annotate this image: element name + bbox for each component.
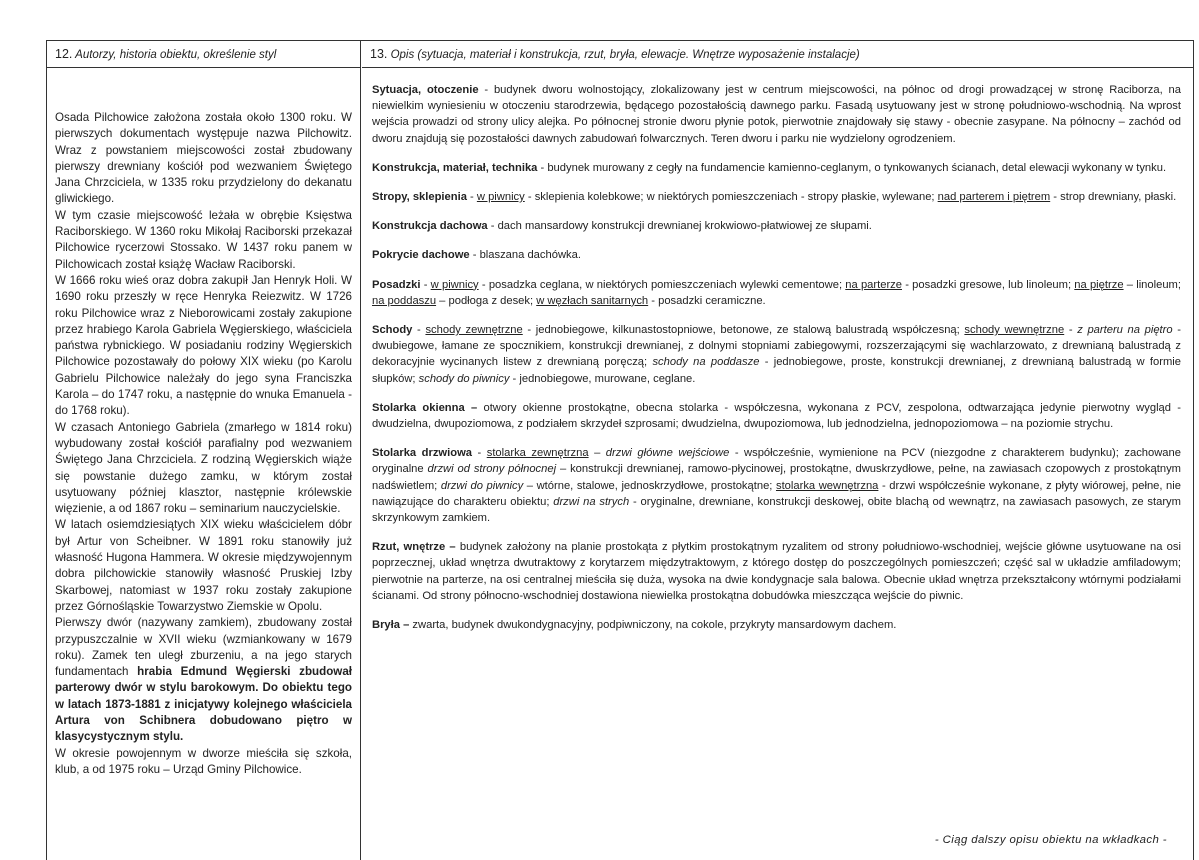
section-text: – podłoga z desek; [436,294,537,307]
italic-term: schody do piwnicy [418,372,510,385]
section-text: - budynek dworu wolnostojący, zlokalizowany jest w centrum miejscowości, na północ od drogi prowadzącej w stronę Raciborza, na niewielkim wyniesieniu w otoczeniu starodrzewia, będącego pozostałością dawnego parku. Fasadą usytuowany jest w stronę południowo-wschodnią. Na wprost wejścia prowadzi od strony ulicy alejka. Po północnej stronie dworu płynie potok, pierwotnie znajdowały się stawy - obecnie zasypane. Na północny – zachód od dworu znajdują się pozostałości dawnych zabudowań folwarcznych. Teren dworu i parku nie wydzielony ogrodzeniem. [372,84,1181,145]
continuation-note: - Ciąg dalszy opisu obiektu na wkładkach - [934,834,1167,846]
form-sheet [46,40,1194,860]
history-text-plain: Pierwszy dwór (nazywany zamkiem), zbudowany został przypuszczalnie w XVII wieku (wzmiankowany w 1679 roku). Zamek ten uległ zburzeniu, a na jego starych fundamentach [55,616,352,679]
section-text: - jednobiegowe, murowane, ceglane. [509,372,696,385]
underlined-term: na poddaszu [372,294,437,307]
section-title: Pokrycie dachowe [372,249,470,262]
section-title: Konstrukcja dachowa [372,220,488,233]
section-konstrukcja [372,160,1181,176]
history-paragraph: W tym czasie miejscowość leżała w obrębie Księstwa Raciborskiego. W 1360 roku Mikołaj Raciborski przekazał Pilchowice rycerzowi Stossako. W 1437 roku panem w Pilchowicach został książę Wacław Raciborski. [55,208,352,271]
section-title: Bryła – [372,619,410,632]
section-text: – konstrukcji drewnianej, ramowo-płycinowej, prostokątne, dwuskrzydłowe, pełne, na zawiasach czopowych z prostokątnym nadświetlem; [372,463,1181,492]
underlined-term: na piętrze [1074,278,1124,291]
underlined-term: na parterze [845,278,902,291]
history-text-bold: hrabia Edmund Węgierski zbudował parterowy dwór w stylu barokowym. Do obiektu tego w latach 1873-1881 z inicjatywy kolejnego właściciela Artura von Schibnera dobudowano piętro w klasycystycznym stylu. [55,665,352,744]
history-paragraph: W czasach Antoniego Gabriela (zmarłego w 1814 roku) wybudowany został kościół parafialny pod wezwaniem Świętego Jana Chrzciciela. Z rodziną Węgierskich wiąże się powstanie dużego zamku, w którym został usytuowany później klasztor, następnie królewskie więzienie, a od 1867 roku – seminarium nauczycielskie. [55,420,352,516]
section-text: - współcześnie, wymienione na PCV (niezgodne z charakterem budynku); zachowane oryginalne [372,447,1181,476]
section-12-title: Autorzy, historia obiektu, określenie styl [75,49,277,61]
history-paragraph: W 1666 roku wieś oraz dobra zakupił Jan Henryk Holi. W 1690 roku przeszły w ręce Henryka Reiezwitz. W 1726 roku Pilchowice wraz z Nieborowicami zostały zakupione przez hrabiego Karola Gabriela Węgierskiego, właściciela państwa rybnickiego. W posiadaniu rodziny Węgierskich Pilchowice pozostawały do połowy XIX wieku (po Karolu Gabrielu Pilchowice należały do jego syna Franciszka Karola – do 1747 roku, a następnie do wnuka Emanuela - do 1768 roku). [55,273,352,418]
section-text: budynek założony na planie prostokąta z płytkim prostokątnym ryzalitem od strony południowo-wschodniej, wejście główne usytuowane na osi poprzecznej, układ wnętrza dwutraktowy z korytarzem międzytraktowym, z którego dostęp do poszczególnych pomieszczeń; część sal w układzie amfiladowym; pierwotnie na parterze, na osi centralnej mieściła się duża, wysoka na dwie kondygnacje sala balowa. Obecnie układ wnętrza przekształcony wtórnymi podziałami ścianami. Od strony północno-wschodniej dostawiona niewielka prostokątna dobudówka mieszcząca wejście do piwnic. [372,541,1181,602]
section-12-number: 12. [55,47,73,61]
section-text: - [466,191,477,204]
italic-term: drzwi od strony północnej [427,463,557,476]
section-text: - [420,278,431,291]
section-sytuacja [372,82,1181,147]
history-text [47,68,360,778]
section-13-number: 13. [370,47,388,61]
history-paragraph: Osada Pilchowice założona została około 1300 roku. W pierwszych dokumentach występuje nazwa Pilchowitz. Wraz z powstaniem miejscowości został zbudowany pierwszy drewniany kościół pod wezwaniem Świętego Jana Chrzciciela, w 1335 roku przydzielony do dekanatu gliwickiego. [55,111,352,206]
section-text: otwory okienne prostokątne, obecna stolarka - współczesna, wykonana z PCV, zespolona, odtwarzająca jedynie pierwotny wygląd - dwudzielna, dwupoziomowa, z podziałem skrzydeł szprosami; dwudzielna, dwupoziomowa, lub jednodzielna, jednopoziomowa – na poziomie strychu. [372,401,1181,431]
section-title: Konstrukcja, materiał, technika [372,161,538,174]
section-12-header [47,41,360,68]
section-text: – wtórne, stalowe, jednoskrzydłowe, prostokątne; [523,479,776,492]
italic-term: schody na poddasze [652,356,760,369]
section-text: - posadzka ceglana, w niektórych pomieszczeniach wylewki cementowe; [478,278,846,291]
section-title: Stropy, sklepienia [372,191,467,204]
section-posadzki [372,277,1181,309]
history-paragraph: W okresie powojennym w dworze mieściła się szkoła, klub, a od 1975 roku – Urząd Gminy Pilchowice. [55,746,352,776]
section-text: zwarta, budynek dwukondygnacyjny, podpiwniczony, na cokole, przykryty mansardowym dachem. [409,619,897,632]
section-title: Sytuacja, otoczenie [372,84,479,96]
section-rzut [372,539,1181,604]
history-paragraph [55,615,352,745]
section-text: - sklepienia kolebkowe; w niektórych pomieszczeniach - stropy płaskie, wylewane; [524,191,938,204]
section-title: Rzut, wnętrze – [372,541,456,554]
underlined-term: stolarka zewnętrzna [486,447,589,460]
section-text: - [472,447,487,460]
underlined-term: stolarka wewnętrzna [775,479,879,492]
section-text: - [1064,324,1078,337]
section-text: - posadzki gresowe, lub linoleum; [902,278,1075,291]
section-text: - strop drewniany, płaski. [1050,191,1177,204]
section-pokrycie [372,247,1181,263]
underlined-term: schody wewnętrzne [964,324,1065,337]
section-dachowa [372,218,1181,234]
section-text: - drzwi współcześnie wykonane, z płyty wiórowej, pełne, nie nawiązujące do charakteru obiektu; [372,479,1181,508]
section-text: - jednobiegowe, proste, konstrukcji drewnianej, z drewnianą balustradą w formie słupków; [372,356,1181,385]
section-schody [372,322,1181,387]
section-stropy [372,189,1181,205]
section-12-column [47,41,361,860]
section-text: - dwubiegowe, łamane ze spocznikiem, konstrukcji drewnianej, z dolnymi stopniami zabiegowymi, rozszerzającymi się wachlarzowato, z drewnianą balustradą z dekoracyjnie wycinanych listew z drewnianą poręczą; [372,324,1181,369]
section-title: Posadzki [372,278,421,291]
underlined-term: nad parterem i piętrem [937,191,1051,204]
section-text: - posadzki ceramiczne. [648,294,766,307]
section-text: - oryginalne, drewniane, konstrukcji deskowej, obite blachą od wewnątrz, na zawiasach pasowych, ze starym skrzynkowym zamkiem. [372,495,1181,525]
italic-term: z parteru na piętro [1077,324,1173,337]
section-title: Stolarka drzwiowa [372,447,472,460]
section-bryla [372,617,1181,633]
section-title: Schody [372,324,413,337]
underlined-term: w węzłach sanitarnych [536,294,649,307]
section-text: - budynek murowany z cegły na fundamencie kamienno-ceglanym, o tynkowanych ścianach, detal elewacji wykonany w tynku. [537,161,1167,174]
underlined-term: w piwnicy [476,191,525,204]
italic-term: drzwi do piwnicy [440,479,524,492]
italic-term: drzwi główne wejściowe [605,447,730,460]
description-text [362,68,1193,633]
italic-term: drzwi na strych [553,495,630,508]
section-text: - blaszana dachówka. [469,249,581,262]
section-text: - jednobiegowe, kilkunastostopniowe, betonowe, ze stalową balustradą współczesną; [522,324,965,337]
section-drzwiowa [372,445,1181,526]
section-13-column [362,41,1193,860]
history-paragraph: W latach osiemdziesiątych XIX wieku właścicielem dóbr był Artur von Scheibner. W 1891 roku stanowiły już własność Hugona Hammera. W okresie międzywojennym dobra pilchowickie stanowiły własność Pruskiej Izby Skarbowej, natomiast w 1937 roku zostały zakupione przez Górnośląskie Towarzystwo Ziemskie w Opolu. [55,518,352,613]
section-okienna [372,400,1181,432]
section-text: – linoleum; [1123,278,1181,291]
underlined-term: w piwnicy [430,278,479,291]
section-13-header [362,41,1193,68]
section-text: - dach mansardowy konstrukcji drewnianej krokwiowo-płatwiowej ze słupami. [487,220,872,233]
section-title: Stolarka okienna – [372,401,478,414]
section-text: - [412,324,426,337]
underlined-term: schody zewnętrzne [425,324,523,337]
section-13-title: Opis (sytuacja, materiał i konstrukcja, rzut, bryła, elewacje. Wnętrze wyposażenie instalacje) [390,49,860,61]
section-text: – [588,447,606,460]
